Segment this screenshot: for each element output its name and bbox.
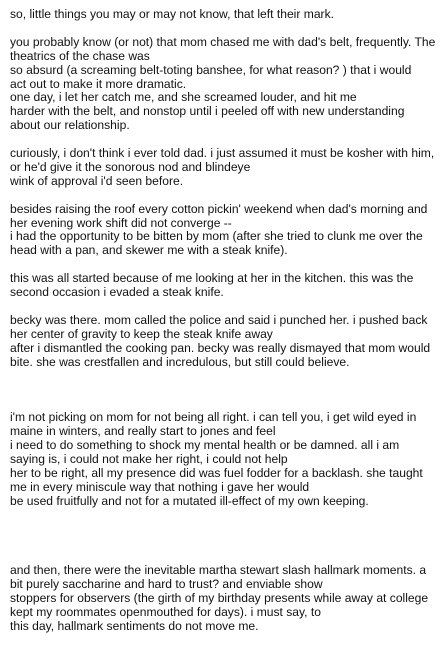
blank-line xyxy=(10,522,442,536)
text-line: harder with the belt, and nonstop until i peeled off with new understanding xyxy=(10,104,405,119)
blank-line xyxy=(10,383,442,397)
paragraph xyxy=(10,36,442,133)
text-line: wink of approval i'd seen before. xyxy=(10,173,184,188)
text-line: so, little things you may or may not know, that left their mark. xyxy=(10,7,334,21)
text-line: besides raising the roof every cotton pickin' weekend when dad's morning and xyxy=(10,201,428,216)
blank-line xyxy=(10,133,442,147)
blank-line xyxy=(10,22,442,36)
paragraph xyxy=(10,8,442,22)
paragraph xyxy=(10,203,442,259)
paragraph xyxy=(10,147,442,189)
text-line: kept my roommates openmouthed for days). i must say, to xyxy=(10,604,321,619)
paragraph xyxy=(10,564,442,634)
paragraph xyxy=(10,314,442,370)
text-line: stoppers for observers (the girth of my birthday presents while away at college xyxy=(10,590,429,605)
text-line: you probably know (or not) that mom chased me with dad's belt, frequently. The xyxy=(10,34,436,49)
paragraph xyxy=(10,272,442,300)
text-line: or he'd give it the sonorous nod and blindeye xyxy=(10,159,251,174)
text-line: bite. she was crestfallen and incredulous, but still could believe. xyxy=(10,354,350,369)
text-line: her evening work shift did not converge -- xyxy=(10,215,232,230)
text-line: maine in winters, and really start to jones and feel xyxy=(10,424,276,439)
text-line: becky was there. mom called the police and said i punched her. i pushed back xyxy=(10,312,428,327)
blank-line xyxy=(10,397,442,411)
text-line: this was all started because of me looking at her in the kitchen. this was the xyxy=(10,271,414,286)
blank-line xyxy=(10,258,442,272)
blank-line xyxy=(10,369,442,383)
text-line: saying is, i could not make her right, i could not help xyxy=(10,451,288,466)
text-line: i'm not picking on mom for not being all right. i can tell you, i get wild eyed in xyxy=(10,410,417,425)
text-line: theatrics of the chase was xyxy=(10,48,150,63)
text-line: second occasion i evaded a steak knife. xyxy=(10,285,224,300)
text-line: i need to do something to shock my mental health or be damned. all i am xyxy=(10,437,400,452)
text-line: one day, i let her catch me, and she screamed louder, and hit me xyxy=(10,90,357,105)
text-line: act out to make it more dramatic. xyxy=(10,76,187,91)
text-line: be used fruitfully and not for a mutated ill-effect of my own keeping. xyxy=(10,493,369,508)
text-line: head with a pan, and skewer me with a steak knife). xyxy=(10,243,288,258)
text-line: this day, hallmark sentiments do not move me. xyxy=(10,618,259,633)
blank-line xyxy=(10,300,442,314)
blank-line xyxy=(10,536,442,550)
blank-line xyxy=(10,550,442,564)
text-line: i had the opportunity to be bitten by mom (after she tried to clunk me over the xyxy=(10,229,423,244)
text-line: and then, there were the inevitable martha stewart slash hallmark moments. a xyxy=(10,563,427,578)
text-line: her center of gravity to keep the steak knife away xyxy=(10,326,273,341)
blank-line xyxy=(10,189,442,203)
blank-line xyxy=(10,509,442,523)
text-line: bit purely saccharine and hard to trust? and enviable show xyxy=(10,576,323,591)
text-line: me in every miniscule way that nothing i gave her would xyxy=(10,479,310,494)
paragraph xyxy=(10,411,442,508)
text-line: so absurd (a screaming belt-toting banshee, for what reason? ) that i would xyxy=(10,62,412,77)
text-line: her to be right, all my presence did was fuel fodder for a backlash. she taught xyxy=(10,465,423,480)
text-line: about our relationship. xyxy=(10,118,130,133)
text-line: curiously, i don't think i ever told dad. i just assumed it must be kosher with him, xyxy=(10,146,435,161)
text-line: after i dismantled the cooking pan. becky was really dismayed that mom would xyxy=(10,340,431,355)
document-body xyxy=(10,8,442,634)
